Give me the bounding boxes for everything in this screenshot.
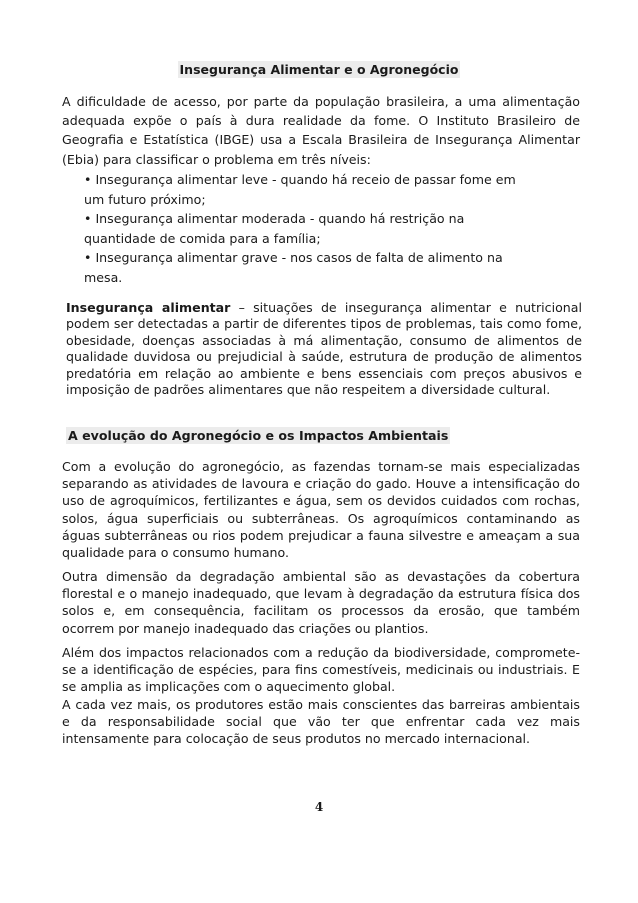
definition-text: – situações de insegurança alimentar e nutricional podem ser detectadas a partir de diferentes tipos de problemas, tais como fome, obesidade, doenças associadas à má alimentação, consumo de alimentos de qualidade duvidosa ou prejudicial à saúde, estrutura de produção de alimentos predatória em relação ao ambiente e bens essenciais com preços abusivos e imposição de padrões alimentares que não respeitem a diversidade cultural. bbox=[66, 300, 582, 398]
body-paragraph: Com a evolução do agronegócio, as fazendas tornam-se mais especializadas separando as atividades de lavoura e criação do gado. Houve a intensificação do uso de agroquímicos, fertilizantes e água, sem os devidos cuidados com rochas, solos, água superficiais ou subterrâneas. Os agroquímicos contaminando as águas subterrâneas ou rios podem prejudicar a fauna silvestre e ameaçam a sua qualidade para o consumo humano. bbox=[62, 459, 580, 561]
list-item: • Insegurança alimentar moderada - quando há restrição na quantidade de comida para a família; bbox=[84, 209, 524, 248]
body-paragraph: Além dos impactos relacionados com a redução da biodiversidade, compromete-se a identificação de espécies, para fins comestíveis, medicinais ou industriais. E se amplia as implicações com o aquecimento global. bbox=[62, 645, 580, 695]
page-number: 4 bbox=[314, 800, 324, 814]
section-heading bbox=[66, 428, 450, 443]
insecurity-levels-list bbox=[84, 170, 524, 288]
page-title bbox=[0, 62, 638, 77]
page-title-text: Insegurança Alimentar e o Agronegócio bbox=[179, 62, 459, 77]
intro-paragraph: A dificuldade de acesso, por parte da população brasileira, a uma alimentação adequada expõe o país à dura realidade da fome. O Instituto Brasileiro de Geografia e Estatística (IBGE) usa a Escala Brasileira de Insegurança Alimentar (Ebia) para classificar o problema em três níveis: bbox=[62, 94, 580, 167]
definition-paragraph bbox=[66, 300, 582, 398]
list-item: • Insegurança alimentar grave - nos casos de falta de alimento na mesa. bbox=[84, 248, 524, 287]
definition-term: Insegurança alimentar bbox=[66, 300, 231, 315]
section-heading-text: A evolução do Agronegócio e os Impactos Ambientais bbox=[68, 428, 449, 443]
body-paragraph: A cada vez mais, os produtores estão mais conscientes das barreiras ambientais e da responsabilidade social que vão ter que enfrentar cada vez mais intensamente para colocação de seus produtos no mercado internacional. bbox=[62, 696, 580, 747]
list-item: • Insegurança alimentar leve - quando há receio de passar fome em um futuro próximo; bbox=[84, 170, 524, 209]
body-paragraph-group bbox=[62, 644, 580, 747]
body-paragraph: Outra dimensão da degradação ambiental são as devastações da cobertura florestal e o manejo inadequado, que levam à degradação da estrutura física dos solos e, em consequência, facilitam os processos da erosão, que também ocorrem por manejo inadequado das criações ou plantios. bbox=[62, 569, 580, 636]
